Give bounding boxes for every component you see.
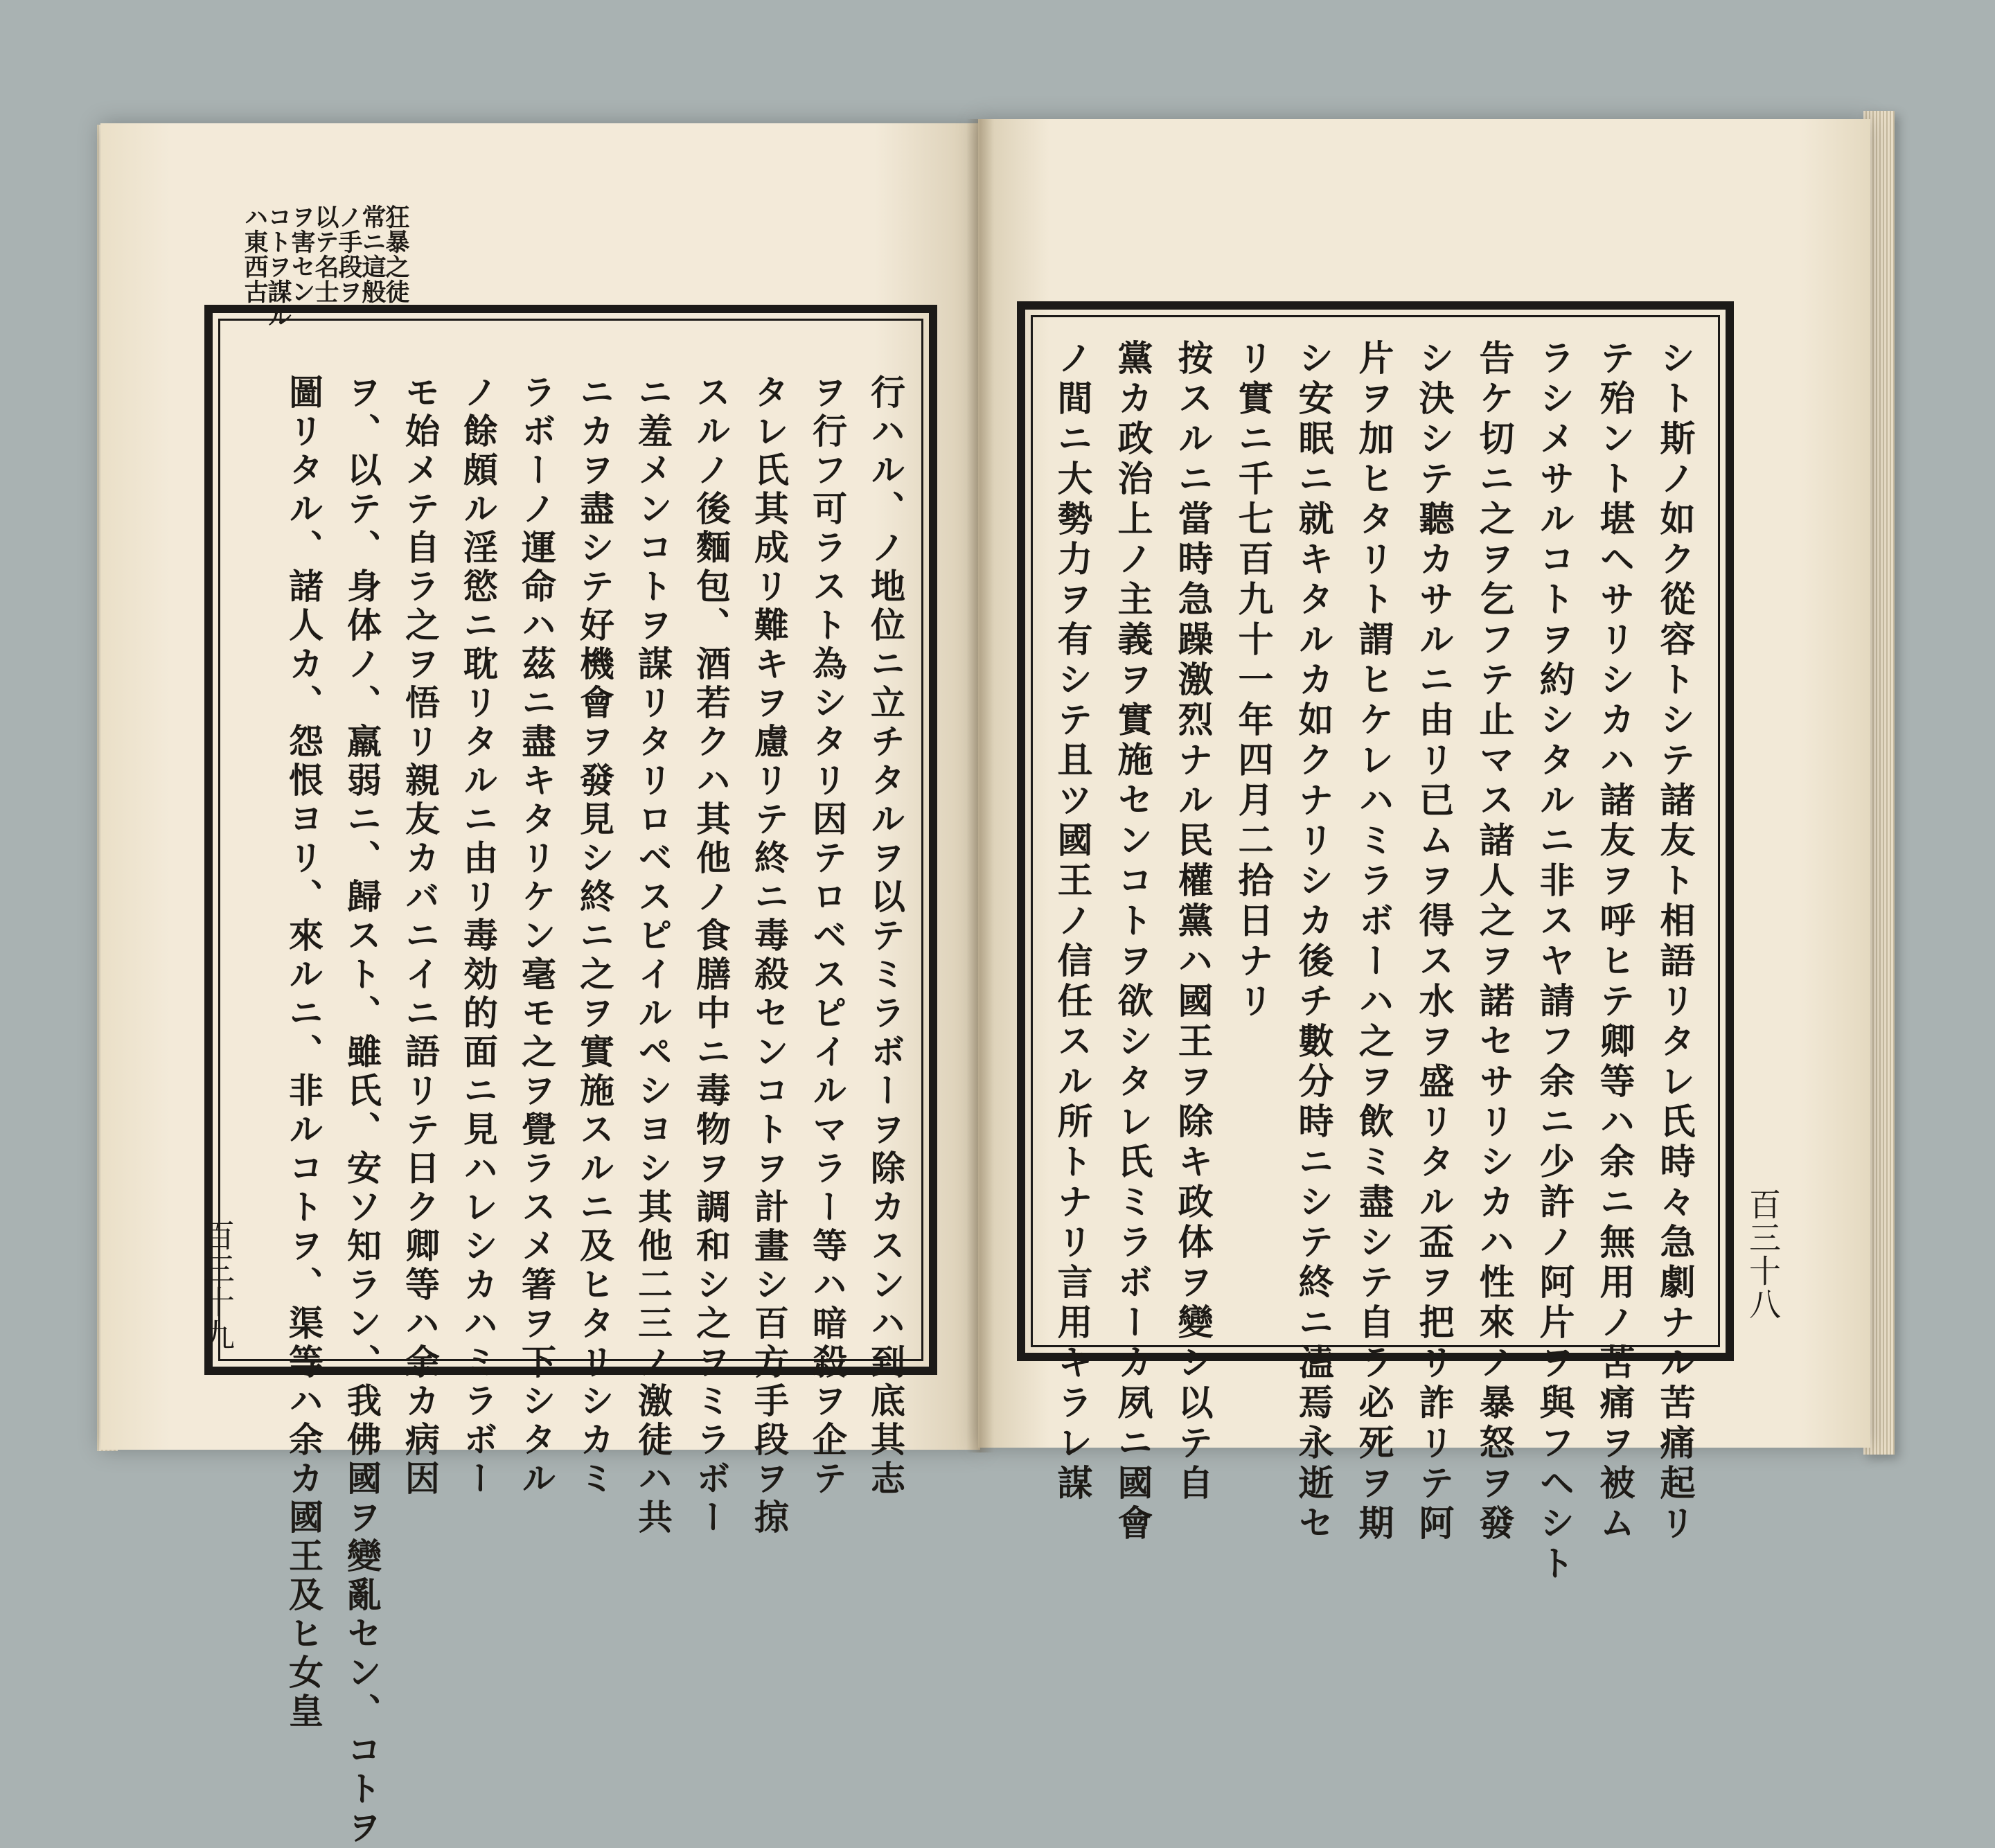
text-line: ヲ、以テ、身体ノ、羸弱ニ、歸スト、雖氏、安ソ知ラン、我佛國ヲ變亂セン、コトヲ [342, 374, 382, 1848]
book-gutter [966, 119, 994, 1452]
text-line: 行ハル、ノ地位ニ立チタルヲ以テミラボーヲ除カスンハ到底其志 [865, 374, 906, 1499]
text-line: スルノ後麵包、酒若クハ其他ノ食膳中ニ毒物ヲ調和シ之ヲミラボー [691, 374, 732, 1538]
text-line: ニカヲ盡シテ好機會ヲ發見シ終ニ之ヲ實施スルニ及ヒタリシカミ [574, 374, 615, 1499]
text-line: ノ餘頗ル淫慾ニ耽リタルニ由リ毒効的面ニ見ハレシカハミラボー [458, 374, 499, 1499]
text-line: 黨カ政治上ノ主義ヲ實施センコトヲ欲シタレ氏ミラボーカ夙ニ國會 [1111, 339, 1153, 1545]
text-line: モ始メテ自ラ之ヲ悟リ親友カバニイニ語リテ日ク卿等ハ余カ病因 [400, 374, 441, 1499]
text-line: ヲ行フ可ラスト為シタリ因テロベスピイルマラー等ハ暗殺ヲ企テ [807, 374, 848, 1499]
text-line: 按スルニ當時急躁激烈ナル民權黨ハ國王ヲ除キ政体ヲ變シ以テ自 [1171, 339, 1213, 1504]
text-line: ニ羞メンコトヲ謀リタリロベスピイルペシヨシ其他二三ノ激徒ハ共 [632, 374, 673, 1538]
text-line: ノ間ニ大勢力ヲ有シテ且ツ國王ノ信任スル所トナリ言用キラレ謀 [1051, 339, 1092, 1504]
text-line: テ殆ント堪ヘサリシカハ諸友ヲ呼ヒテ卿等ハ余ニ無用ノ苦痛ヲ被ム [1593, 339, 1635, 1545]
margin-note-line: ハ東西古 [240, 204, 269, 304]
text-line: 片ヲ加ヒタリト謂ヒケレハミラボーハ之ヲ飲ミ盡シテ自ラ必死ヲ期 [1352, 339, 1394, 1545]
text-line: ラボーノ運命ハ茲ニ盡キタリケン毫モ之ヲ覺ラスメ箸ヲ下シタル [516, 374, 557, 1499]
left-margin-note [213, 204, 410, 343]
margin-note-line: ヲ害セン [287, 204, 316, 304]
left-page-number: 百三十九 [198, 1219, 236, 1352]
text-line: シ安眠ニ就キタルカ如クナリシカ後チ數分時ニシテ終ニ溘焉永逝セ [1292, 339, 1333, 1545]
text-line: 告ケ切ニ之ヲ乞フテ止マス諸人之ヲ諾セサリシカハ性來ノ暴怒ヲ發 [1473, 339, 1514, 1545]
margin-note-line: 常ニ這般 [358, 204, 387, 304]
right-page-body [1039, 339, 1704, 1585]
text-line: ラシメサルコトヲ約シタルニ非スヤ請フ余ニ少許ノ阿片ヲ與フヘシト [1533, 339, 1575, 1585]
text-line: リ實ニ千七百九十一年四月二拾日ナリ [1232, 339, 1273, 1022]
text-line: シ決シテ聽カサルニ由リ已ムヲ得ス水ヲ盛リタル盃ヲ把リ詐リテ阿 [1412, 339, 1454, 1545]
text-line: タレ氏其成リ難キヲ慮リテ終ニ毒殺センコトヲ計畫シ百方手段ヲ掠 [749, 374, 790, 1538]
margin-note-line: ノ手段ヲ [335, 204, 363, 304]
text-line: 圖リタル、諸人カ、怨恨ヨリ、來ルニ、非ルコトヲ、渠等ハ余カ國王及ヒ女皇 [283, 374, 324, 1732]
margin-note-line: 狂暴之徒 [382, 204, 410, 304]
text-line: シト斯ノ如ク從容トシテ諸友ト相語リタレ氏時々急劇ナル苦痛起リ [1653, 339, 1695, 1545]
margin-note-line: コトヲ謀ル [264, 204, 292, 329]
right-page-number: 百三十八 [1744, 1188, 1782, 1321]
left-page-body [229, 374, 914, 1848]
margin-note-line: 以テ名士 [311, 204, 339, 304]
